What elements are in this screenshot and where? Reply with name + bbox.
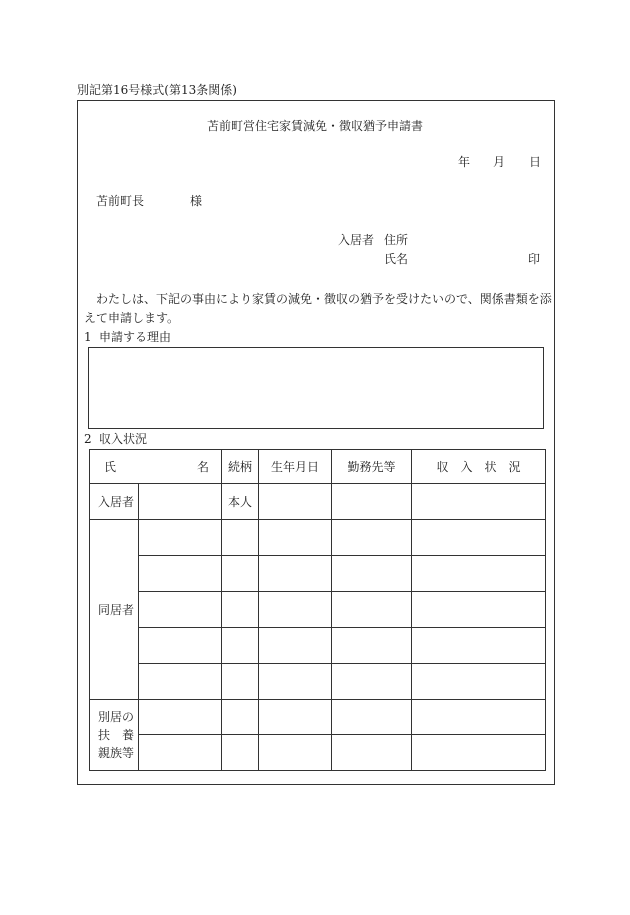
cell-income[interactable] bbox=[412, 556, 546, 592]
dependent-label-line-2: 扶 養 bbox=[97, 728, 134, 742]
cell-workplace[interactable] bbox=[332, 520, 412, 556]
table-row bbox=[90, 664, 546, 700]
cell-relation[interactable] bbox=[222, 592, 259, 628]
income-table bbox=[89, 449, 546, 771]
cell-name[interactable] bbox=[139, 484, 222, 520]
body-text-line-2: えて申請します。 bbox=[84, 311, 180, 325]
form-title: 苫前町営住宅家賃減免・徴収猶予申請書 bbox=[206, 119, 423, 133]
cell-birthdate[interactable] bbox=[259, 484, 332, 520]
reason-input-area[interactable] bbox=[88, 347, 544, 429]
applicant-label: 入居者 bbox=[338, 233, 375, 247]
cell-workplace[interactable] bbox=[332, 628, 412, 664]
cell-workplace[interactable] bbox=[332, 664, 412, 700]
cell-name[interactable] bbox=[139, 735, 222, 771]
group-label-dependent bbox=[90, 700, 139, 771]
cell-income[interactable] bbox=[412, 664, 546, 700]
header-workplace: 勤務先等 bbox=[332, 450, 412, 484]
section-2-number: 2 bbox=[84, 432, 92, 446]
cell-birthdate[interactable] bbox=[259, 520, 332, 556]
cell-income[interactable] bbox=[412, 735, 546, 771]
table-row bbox=[90, 556, 546, 592]
applicant-name-label: 氏名 bbox=[384, 252, 409, 266]
header-income: 収 入 状 況 bbox=[412, 450, 546, 484]
cell-birthdate[interactable] bbox=[259, 664, 332, 700]
table-row bbox=[90, 592, 546, 628]
cell-income[interactable] bbox=[412, 592, 546, 628]
cell-name[interactable] bbox=[139, 664, 222, 700]
header-name-left: 氏 bbox=[104, 459, 117, 474]
cell-income[interactable] bbox=[412, 520, 546, 556]
date-year-label: 年 bbox=[458, 155, 471, 169]
cell-workplace[interactable] bbox=[332, 556, 412, 592]
header-birthdate: 生年月日 bbox=[259, 450, 332, 484]
applicant-address-label: 住所 bbox=[384, 233, 409, 247]
cell-birthdate[interactable] bbox=[259, 556, 332, 592]
cell-relation[interactable] bbox=[222, 735, 259, 771]
cell-relation[interactable] bbox=[222, 520, 259, 556]
addressee-honorific: 様 bbox=[190, 194, 203, 208]
cell-workplace[interactable] bbox=[332, 592, 412, 628]
form-number: 別記第16号様式(第13条関係) bbox=[77, 83, 237, 97]
section-1-label: 申請する理由 bbox=[99, 330, 172, 344]
table-row bbox=[90, 735, 546, 771]
cell-income[interactable] bbox=[412, 700, 546, 735]
cell-name[interactable] bbox=[139, 520, 222, 556]
table-row bbox=[90, 700, 546, 735]
header-relation: 続柄 bbox=[222, 450, 259, 484]
table-row bbox=[90, 520, 546, 556]
cell-birthdate[interactable] bbox=[259, 592, 332, 628]
cell-income[interactable] bbox=[412, 628, 546, 664]
body-text-line-1: わたしは、下記の事由により家賃の減免・徴収の猶予を受けたいので、関係書類を添 bbox=[96, 292, 552, 306]
header-name bbox=[90, 450, 222, 484]
table-header-row bbox=[90, 450, 546, 484]
group-label-tenant: 入居者 bbox=[90, 484, 139, 520]
cell-relation[interactable] bbox=[222, 628, 259, 664]
date-day-label: 日 bbox=[529, 155, 542, 169]
section-1-number: 1 bbox=[84, 330, 92, 344]
cell-birthdate[interactable] bbox=[259, 735, 332, 771]
cell-relation: 本人 bbox=[222, 484, 259, 520]
seal-mark: 印 bbox=[528, 252, 541, 266]
dependent-label-line-1: 別居の bbox=[97, 710, 134, 724]
addressee-name: 苫前町長 bbox=[96, 194, 145, 208]
cell-income[interactable] bbox=[412, 484, 546, 520]
cell-name[interactable] bbox=[139, 592, 222, 628]
header-name-right: 名 bbox=[196, 459, 209, 474]
cell-workplace[interactable] bbox=[332, 735, 412, 771]
date-month-label: 月 bbox=[493, 155, 506, 169]
cell-relation[interactable] bbox=[222, 700, 259, 735]
cell-workplace[interactable] bbox=[332, 700, 412, 735]
cell-relation[interactable] bbox=[222, 556, 259, 592]
cell-name[interactable] bbox=[139, 628, 222, 664]
dependent-label-line-3: 親族等 bbox=[97, 746, 134, 760]
cell-birthdate[interactable] bbox=[259, 628, 332, 664]
table-row bbox=[90, 628, 546, 664]
table-row bbox=[90, 484, 546, 520]
cell-relation[interactable] bbox=[222, 664, 259, 700]
cell-birthdate[interactable] bbox=[259, 700, 332, 735]
cell-name[interactable] bbox=[139, 556, 222, 592]
cell-name[interactable] bbox=[139, 700, 222, 735]
cell-workplace[interactable] bbox=[332, 484, 412, 520]
group-label-cohabitant: 同居者 bbox=[90, 520, 139, 700]
section-2-label: 収入状況 bbox=[99, 432, 148, 446]
